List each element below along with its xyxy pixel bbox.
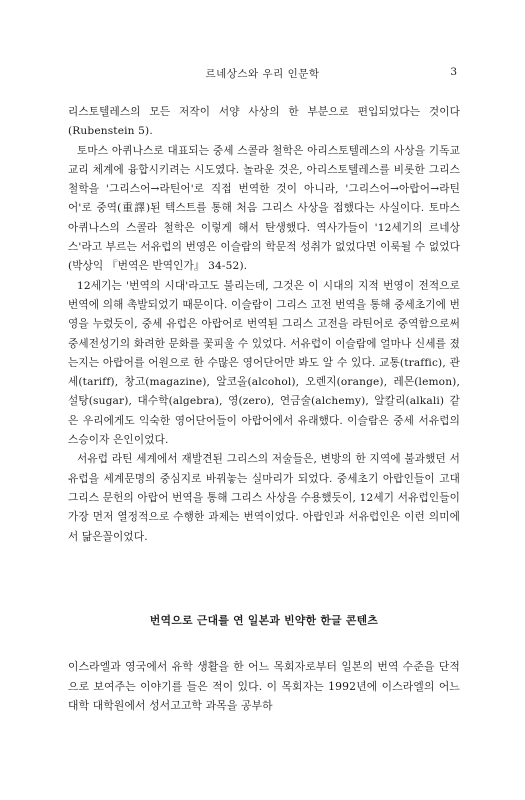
paragraph-latin-west: 서유럽 라틴 세계에서 재발견된 그리스의 저술들은, 변방의 한 지역에 불과했던 서유럽을 세계문명의 중심지로 바꿔놓는 실마리가 되었다. 중세초기 아랍인들이 고대 그리스 문헌의 아랍어 번역을 통해 그리스 사상을 수용했듯이, 12세기 서유럽인들이 가장 먼저 열정적으로 수행한 과제는 번역이었다. 아랍인과 서유럽인은 이런 의미에서 닮은꼴이었다. bbox=[68, 453, 460, 543]
main-text bbox=[68, 103, 460, 547]
page-number: 3 bbox=[450, 66, 457, 78]
paragraph-continuation: 리스토텔레스의 모든 저작이 서양 사상의 한 부분으로 편입되었다는 것이다(Rubenstein 5). bbox=[68, 106, 460, 138]
running-title: 르네상스와 우리 인문학 bbox=[205, 68, 320, 80]
section-heading: 번역으로 근대를 연 일본과 빈약한 한글 콘텐츠 bbox=[149, 614, 379, 627]
paragraph-japan-translation: 이스라엘과 영국에서 유학 생활을 한 어느 목회자로부터 일본의 번역 수준을 단적으로 보여주는 이야기를 들은 적이 있다. 이 목회자는 1992년에 이스라엘의 어느 대학 대학원에서 성서고고학 과목을 공부하 bbox=[68, 660, 460, 713]
paragraph-scholasticism: 토마스 아퀴나스로 대표되는 중세 스콜라 철학은 아리스토텔레스의 사상을 기독교 교리 체계에 융합시키려는 시도였다. 놀라운 것은, 아리스토텔레스를 비롯한 그리스 철학을 '그리스어→라틴어'로 직접 번역한 것이 아니라, '그리스어→아랍어→라틴어'로 중역(重譯)된 텍스트를 통해 처음 그리스 사상을 접했다는 사실이다. 토마스 아퀴나스의 스콜라 철학은 이렇게 해서 탄생했다. 역사가들이 '12세기의 르네상스'라고 부르는 서유럽의 번영은 이슬람의 학문적 성취가 없었다면 이룩될 수 없었다(박상익 『번역은 반역인가』 34-52). bbox=[68, 144, 460, 273]
running-header bbox=[0, 66, 525, 82]
paragraph-age-of-translation: 12세기는 '번역의 시대'라고도 불리는데, 그것은 이 시대의 지적 번영이 전적으로 번역에 의해 촉발되었기 때문이다. 이슬람이 그리스 고전 번역을 통해 중세초기에 번영을 누렸듯이, 중세 유럽은 아랍어로 번역된 그리스 고전을 라틴어로 중역함으로써 중세전성기의 화려한 문화를 꽃피울 수 있었다. 서유럽이 이슬람에 얼마나 신세를 졌는지는 아랍어를 어원으로 한 수많은 영어단어만 봐도 알 수 있다. 교통(traffic), 관세(tariff), 창고(magazine), 알코올(alcohol), 오렌지(orange), 레몬(lemon), 설탕(sugar), 대수학(algebra), 영(zero), 연금술(alchemy), 알칼리(alkali) 같은 우리에게도 익숙한 영어단어들이 아랍어에서 유래했다. 이슬람은 중세 서유럽의 스승이자 은인이었다. bbox=[68, 279, 460, 447]
section-text bbox=[68, 657, 460, 716]
